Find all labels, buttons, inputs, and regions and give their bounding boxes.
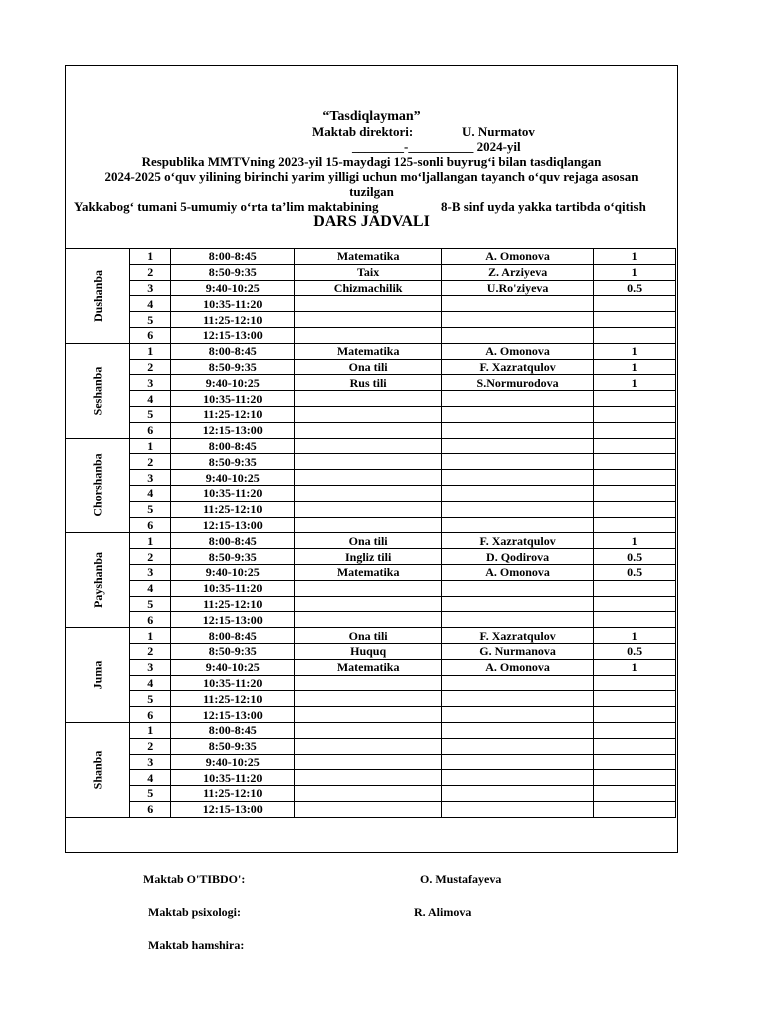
day-cell <box>66 343 130 438</box>
lesson-hours <box>594 738 676 754</box>
lesson-time: 11:25-12:10 <box>171 312 295 328</box>
lesson-hours: 0.5 <box>594 564 676 580</box>
lesson-teacher <box>441 770 593 786</box>
lesson-hours <box>594 391 676 407</box>
day-cell <box>66 722 130 817</box>
lesson-subject <box>295 596 442 612</box>
lesson-number: 5 <box>130 596 171 612</box>
lesson-teacher: A. Omonova <box>441 659 593 675</box>
lesson-teacher <box>441 754 593 770</box>
lesson-teacher <box>441 391 593 407</box>
lesson-subject <box>295 406 442 422</box>
lesson-hours <box>594 470 676 486</box>
lesson-teacher: A. Omonova <box>441 343 593 359</box>
day-name: Seshanba <box>90 366 105 416</box>
lesson-time: 12:15-13:00 <box>171 707 295 723</box>
lesson-teacher: F. Xazratqulov <box>441 533 593 549</box>
table-row <box>66 470 676 486</box>
lesson-teacher <box>441 422 593 438</box>
lesson-time: 8:50-9:35 <box>171 359 295 375</box>
lesson-hours <box>594 707 676 723</box>
table-row <box>66 249 676 265</box>
curriculum-basis: 2024-2025 o‘quv yilining birinchi yarim yilligi uchun mo‘ljallangan tayanch o‘quv rejaga asosan <box>104 169 639 184</box>
day-name: Chorshanba <box>90 453 105 518</box>
lesson-hours: 1 <box>594 359 676 375</box>
lesson-time: 8:00-8:45 <box>171 628 295 644</box>
table-row <box>66 707 676 723</box>
lesson-subject: Matematika <box>295 343 442 359</box>
lesson-time: 8:50-9:35 <box>171 454 295 470</box>
lesson-number: 4 <box>130 770 171 786</box>
table-row <box>66 786 676 802</box>
lesson-subject: Chizmachilik <box>295 280 442 296</box>
lesson-teacher <box>441 675 593 691</box>
lesson-teacher <box>441 691 593 707</box>
table-row <box>66 438 676 454</box>
lesson-subject <box>295 485 442 501</box>
director-name: U. Nurmatov <box>462 124 535 139</box>
lesson-hours <box>594 770 676 786</box>
lesson-number: 3 <box>130 754 171 770</box>
lesson-hours <box>594 675 676 691</box>
lesson-subject: Matematika <box>295 659 442 675</box>
table-row <box>66 264 676 280</box>
lesson-teacher: F. Xazratqulov <box>441 628 593 644</box>
lesson-hours: 1 <box>594 264 676 280</box>
lesson-subject: Ona tili <box>295 533 442 549</box>
lesson-teacher <box>441 406 593 422</box>
lesson-hours <box>594 754 676 770</box>
table-row <box>66 517 676 533</box>
table-row <box>66 422 676 438</box>
lesson-number: 5 <box>130 312 171 328</box>
lesson-hours: 1 <box>594 659 676 675</box>
lesson-time: 9:40-10:25 <box>171 470 295 486</box>
lesson-number: 6 <box>130 707 171 723</box>
lesson-number: 1 <box>130 343 171 359</box>
lesson-number: 6 <box>130 327 171 343</box>
lesson-teacher <box>441 801 593 817</box>
lesson-hours <box>594 422 676 438</box>
lesson-subject <box>295 675 442 691</box>
lesson-time: 10:35-11:20 <box>171 485 295 501</box>
lesson-time: 8:00-8:45 <box>171 343 295 359</box>
lesson-subject <box>295 470 442 486</box>
table-row <box>66 406 676 422</box>
lesson-subject <box>295 454 442 470</box>
lesson-teacher <box>441 454 593 470</box>
lesson-number: 1 <box>130 722 171 738</box>
lesson-time: 12:15-13:00 <box>171 422 295 438</box>
lesson-subject: Taix <box>295 264 442 280</box>
lesson-number: 1 <box>130 533 171 549</box>
lesson-hours: 0.5 <box>594 643 676 659</box>
lesson-time: 11:25-12:10 <box>171 596 295 612</box>
lesson-teacher <box>441 485 593 501</box>
lesson-number: 4 <box>130 391 171 407</box>
schedule-sheet <box>65 65 678 853</box>
lesson-hours: 0.5 <box>594 280 676 296</box>
school-name: Yakkabog‘ tumani 5-umumiy o‘rta ta’lim maktabining <box>74 199 379 214</box>
table-row <box>66 327 676 343</box>
lesson-subject <box>295 722 442 738</box>
lesson-subject: Ona tili <box>295 628 442 644</box>
lesson-time: 8:00-8:45 <box>171 249 295 265</box>
lesson-teacher: F. Xazratqulov <box>441 359 593 375</box>
lesson-teacher <box>441 612 593 628</box>
lesson-subject <box>295 312 442 328</box>
table-row <box>66 770 676 786</box>
lesson-number: 3 <box>130 659 171 675</box>
lesson-number: 5 <box>130 786 171 802</box>
lesson-hours: 1 <box>594 249 676 265</box>
lesson-number: 4 <box>130 296 171 312</box>
lesson-number: 6 <box>130 801 171 817</box>
lesson-number: 6 <box>130 517 171 533</box>
lesson-hours <box>594 454 676 470</box>
lesson-subject: Huquq <box>295 643 442 659</box>
lesson-subject <box>295 612 442 628</box>
lesson-number: 5 <box>130 406 171 422</box>
lesson-subject <box>295 327 442 343</box>
lesson-number: 2 <box>130 264 171 280</box>
otibdo-label: Maktab O'TIBDO': <box>143 872 246 886</box>
table-row <box>66 754 676 770</box>
day-cell <box>66 438 130 533</box>
approval-heading: “Tasdiqlayman” <box>322 109 421 124</box>
lesson-teacher <box>441 296 593 312</box>
lesson-hours <box>594 438 676 454</box>
document-header <box>66 66 677 249</box>
lesson-teacher <box>441 470 593 486</box>
class-info: 8-B sinf uyda yakka tartibda o‘qitish <box>441 199 646 214</box>
lesson-hours: 1 <box>594 375 676 391</box>
table-row <box>66 643 676 659</box>
lesson-teacher: D. Qodirova <box>441 549 593 565</box>
table-row <box>66 312 676 328</box>
table-row <box>66 501 676 517</box>
lesson-teacher <box>441 707 593 723</box>
lesson-teacher <box>441 580 593 596</box>
lesson-hours <box>594 312 676 328</box>
lesson-subject <box>295 786 442 802</box>
lesson-time: 8:50-9:35 <box>171 738 295 754</box>
lesson-number: 1 <box>130 249 171 265</box>
table-row <box>66 296 676 312</box>
lesson-hours <box>594 722 676 738</box>
lesson-number: 6 <box>130 422 171 438</box>
lesson-subject <box>295 801 442 817</box>
lesson-hours: 0.5 <box>594 549 676 565</box>
psixolog-label: Maktab psixologi: <box>148 905 242 919</box>
table-row <box>66 596 676 612</box>
lesson-hours <box>594 517 676 533</box>
lesson-teacher <box>441 722 593 738</box>
lesson-teacher <box>441 786 593 802</box>
lesson-teacher: S.Normurodova <box>441 375 593 391</box>
table-row <box>66 564 676 580</box>
lesson-time: 11:25-12:10 <box>171 406 295 422</box>
lesson-subject <box>295 391 442 407</box>
lesson-subject: Ona tili <box>295 359 442 375</box>
page-title: DARS JADVALI <box>313 213 430 230</box>
lesson-teacher <box>441 438 593 454</box>
lesson-number: 1 <box>130 628 171 644</box>
lesson-number: 3 <box>130 470 171 486</box>
lesson-subject <box>295 580 442 596</box>
lesson-hours <box>594 691 676 707</box>
lesson-time: 12:15-13:00 <box>171 327 295 343</box>
curriculum-basis-cont: tuzilgan <box>349 184 394 199</box>
table-row <box>66 738 676 754</box>
lesson-time: 10:35-11:20 <box>171 296 295 312</box>
table-row <box>66 375 676 391</box>
lesson-time: 8:00-8:45 <box>171 533 295 549</box>
lesson-hours <box>594 406 676 422</box>
approval-date-line: ________-__________ 2024-yil <box>352 139 521 154</box>
lesson-time: 12:15-13:00 <box>171 801 295 817</box>
lesson-hours <box>594 580 676 596</box>
lesson-subject <box>295 707 442 723</box>
lesson-time: 8:00-8:45 <box>171 722 295 738</box>
table-row <box>66 628 676 644</box>
lesson-time: 11:25-12:10 <box>171 786 295 802</box>
lesson-hours <box>594 296 676 312</box>
lesson-hours: 1 <box>594 628 676 644</box>
lesson-subject <box>295 754 442 770</box>
lesson-time: 11:25-12:10 <box>171 691 295 707</box>
lesson-hours: 1 <box>594 343 676 359</box>
lesson-subject: Rus tili <box>295 375 442 391</box>
psixolog-name: R. Alimova <box>414 905 472 919</box>
table-row <box>66 659 676 675</box>
hamshira-label: Maktab hamshira: <box>148 938 245 952</box>
table-row <box>66 801 676 817</box>
day-name: Payshanba <box>90 552 105 609</box>
lesson-time: 10:35-11:20 <box>171 391 295 407</box>
lesson-hours <box>594 786 676 802</box>
day-name: Juma <box>90 660 105 690</box>
table-row <box>66 343 676 359</box>
lesson-time: 8:50-9:35 <box>171 264 295 280</box>
lesson-number: 3 <box>130 280 171 296</box>
lesson-number: 6 <box>130 612 171 628</box>
table-row <box>66 722 676 738</box>
table-row <box>66 580 676 596</box>
lesson-subject: Matematika <box>295 249 442 265</box>
lesson-hours <box>594 501 676 517</box>
lesson-teacher <box>441 738 593 754</box>
lesson-number: 4 <box>130 485 171 501</box>
table-row <box>66 691 676 707</box>
lesson-number: 5 <box>130 691 171 707</box>
lesson-teacher <box>441 312 593 328</box>
lesson-time: 10:35-11:20 <box>171 675 295 691</box>
otibdo-name: O. Mustafayeva <box>420 872 502 886</box>
table-row <box>66 485 676 501</box>
lesson-subject <box>295 296 442 312</box>
lesson-time: 8:00-8:45 <box>171 438 295 454</box>
table-row <box>66 675 676 691</box>
table-row <box>66 612 676 628</box>
order-reference: Respublika MMTVning 2023-yil 15-maydagi 125-sonli buyrug‘i bilan tasdiqlangan <box>141 154 602 169</box>
lesson-number: 2 <box>130 454 171 470</box>
lesson-number: 3 <box>130 564 171 580</box>
lesson-hours <box>594 327 676 343</box>
lesson-subject: Matematika <box>295 564 442 580</box>
lesson-teacher: A. Omonova <box>441 564 593 580</box>
lesson-teacher <box>441 517 593 533</box>
lesson-number: 1 <box>130 438 171 454</box>
lesson-subject <box>295 438 442 454</box>
lesson-teacher: A. Omonova <box>441 249 593 265</box>
lesson-number: 2 <box>130 359 171 375</box>
lesson-number: 5 <box>130 501 171 517</box>
lesson-subject: Ingliz tili <box>295 549 442 565</box>
table-row <box>66 454 676 470</box>
lesson-time: 8:50-9:35 <box>171 549 295 565</box>
lesson-time: 9:40-10:25 <box>171 754 295 770</box>
lesson-number: 3 <box>130 375 171 391</box>
lesson-time: 9:40-10:25 <box>171 280 295 296</box>
lesson-hours <box>594 801 676 817</box>
lesson-teacher <box>441 327 593 343</box>
table-row <box>66 359 676 375</box>
lesson-subject <box>295 691 442 707</box>
lesson-hours <box>594 485 676 501</box>
day-name: Dushanba <box>90 269 105 322</box>
lesson-subject <box>295 770 442 786</box>
day-cell <box>66 628 130 723</box>
table-row <box>66 391 676 407</box>
lesson-time: 12:15-13:00 <box>171 517 295 533</box>
lesson-hours <box>594 596 676 612</box>
lesson-hours <box>594 612 676 628</box>
lesson-teacher: G. Nurmanova <box>441 643 593 659</box>
lesson-time: 9:40-10:25 <box>171 375 295 391</box>
day-name: Shanba <box>90 750 105 790</box>
director-label: Maktab direktori: <box>312 124 414 139</box>
table-row <box>66 280 676 296</box>
lesson-number: 2 <box>130 643 171 659</box>
lesson-number: 2 <box>130 549 171 565</box>
lesson-hours: 1 <box>594 533 676 549</box>
lesson-time: 9:40-10:25 <box>171 659 295 675</box>
lesson-subject <box>295 501 442 517</box>
table-row <box>66 549 676 565</box>
lesson-time: 12:15-13:00 <box>171 612 295 628</box>
lesson-time: 11:25-12:10 <box>171 501 295 517</box>
schedule-table <box>65 248 676 818</box>
lesson-teacher: Z. Arziyeva <box>441 264 593 280</box>
lesson-subject <box>295 422 442 438</box>
lesson-subject <box>295 517 442 533</box>
lesson-number: 2 <box>130 738 171 754</box>
lesson-number: 4 <box>130 580 171 596</box>
table-row <box>66 533 676 549</box>
lesson-teacher <box>441 596 593 612</box>
day-cell <box>66 249 130 344</box>
lesson-time: 8:50-9:35 <box>171 643 295 659</box>
lesson-teacher <box>441 501 593 517</box>
lesson-subject <box>295 738 442 754</box>
day-cell <box>66 533 130 628</box>
lesson-time: 10:35-11:20 <box>171 770 295 786</box>
lesson-time: 10:35-11:20 <box>171 580 295 596</box>
lesson-time: 9:40-10:25 <box>171 564 295 580</box>
lesson-number: 4 <box>130 675 171 691</box>
lesson-teacher: U.Ro'ziyeva <box>441 280 593 296</box>
